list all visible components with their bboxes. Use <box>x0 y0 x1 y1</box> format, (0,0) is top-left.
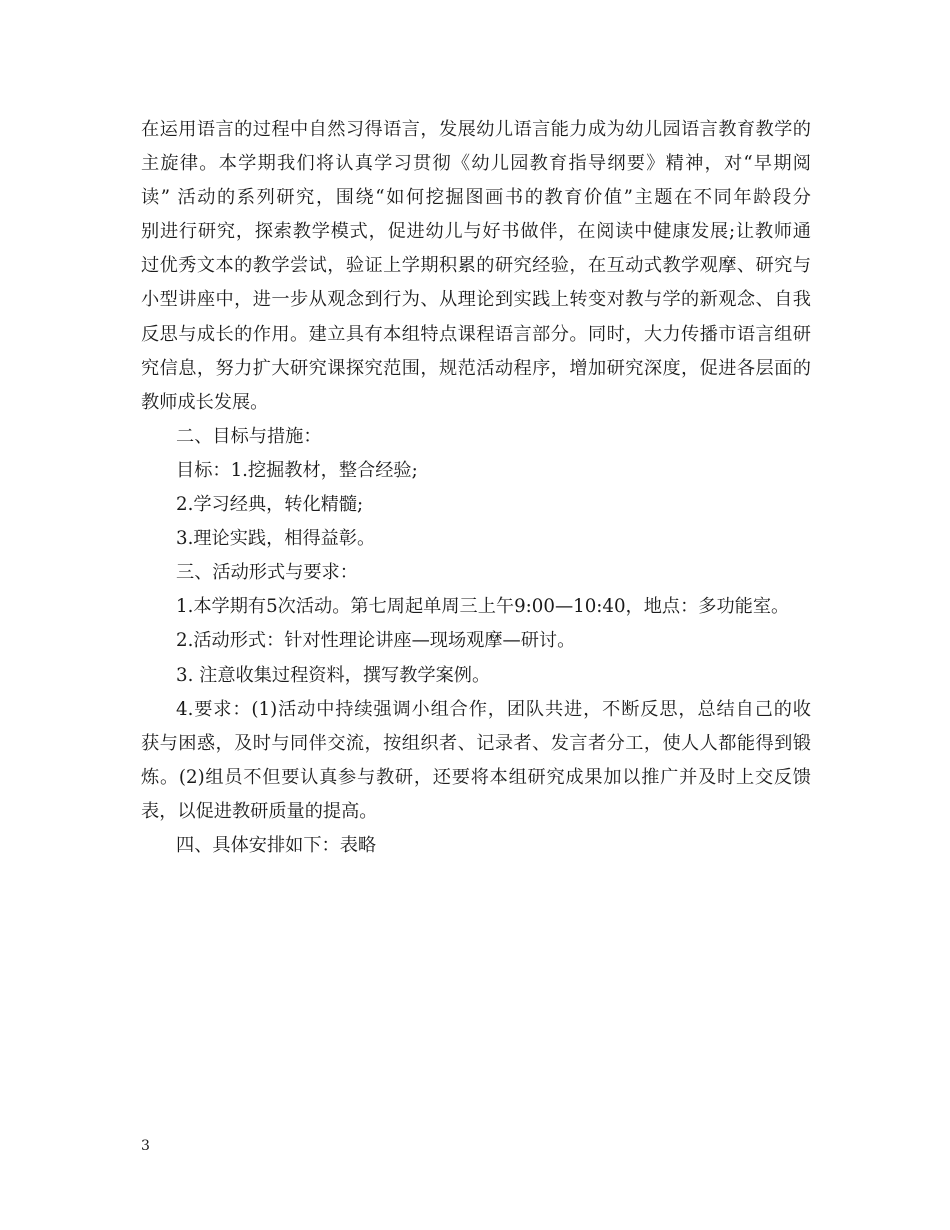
activity-item: 1.本学期有5次活动。第七周起单周三上午9:00—10:40，地点：多功能室。 <box>176 596 790 618</box>
text-line: 表，以促进教研质量的提高。 <box>141 800 378 822</box>
text-line: 读” 活动的系列研究，围绕“如何挖掘图画书的教育价值”主题在不同年龄段分 <box>141 187 811 209</box>
text-line: 炼。(2)组员不但要认真参与教研，还要将本组研究成果加以推广并及时上交反馈 <box>141 766 811 788</box>
page-number: 3 <box>141 1138 150 1154</box>
text-line: 过优秀文本的教学尝试，验证上学期积累的研究经验，在互动式教学观摩、研究与 <box>141 255 811 277</box>
activity-item: 3. 注意收集过程资料，撰写教学案例。 <box>176 664 491 686</box>
text-line: 究信息，努力扩大研究课探究范围，规范活动程序，增加研究深度，促进各层面的 <box>141 357 811 379</box>
document-body <box>141 113 811 863</box>
paragraph-intro <box>141 113 811 420</box>
text-line: 获与困惑，及时与同伴交流，按组织者、记录者、发言者分工，使人人都能得到锻 <box>141 732 811 754</box>
text-line: 别进行研究，探索教学模式，促进幼儿与好书做伴，在阅读中健康发展;让教师通 <box>141 221 811 243</box>
section-heading-activities: 三、活动形式与要求： <box>176 562 358 584</box>
paragraph-requirements <box>141 693 811 829</box>
goal-item: 目标：1.挖掘教材，整合经验; <box>176 459 418 481</box>
text-line: 小型讲座中，进一步从观念到行为、从理论到实践上转变对教与学的新观念、自我 <box>141 289 811 311</box>
text-line: 在运用语言的过程中自然习得语言，发展幼儿语言能力成为幼儿园语言教育教学的 <box>141 119 811 140</box>
text-line: 主旋律。本学期我们将认真学习贯彻《幼儿园教育指导纲要》精神，对“早期阅 <box>141 153 811 175</box>
goal-item: 2.学习经典，转化精髓; <box>176 494 364 516</box>
text-line: 4.要求：(1)活动中持续强调小组合作，团队共进，不断反思，总结自己的收 <box>176 698 811 720</box>
text-line: 教师成长发展。 <box>141 391 269 413</box>
activity-item: 2.活动形式：针对性理论讲座—现场观摩—研讨。 <box>176 630 576 652</box>
section-heading-schedule: 四、具体安排如下：表略 <box>176 834 377 856</box>
section-heading-goals: 二、目标与措施： <box>176 425 322 447</box>
goal-item: 3.理论实践，相得益彰。 <box>176 528 376 550</box>
text-line: 反思与成长的作用。建立具有本组特点课程语言部分。同时，大力传播市语言组研 <box>141 323 811 345</box>
